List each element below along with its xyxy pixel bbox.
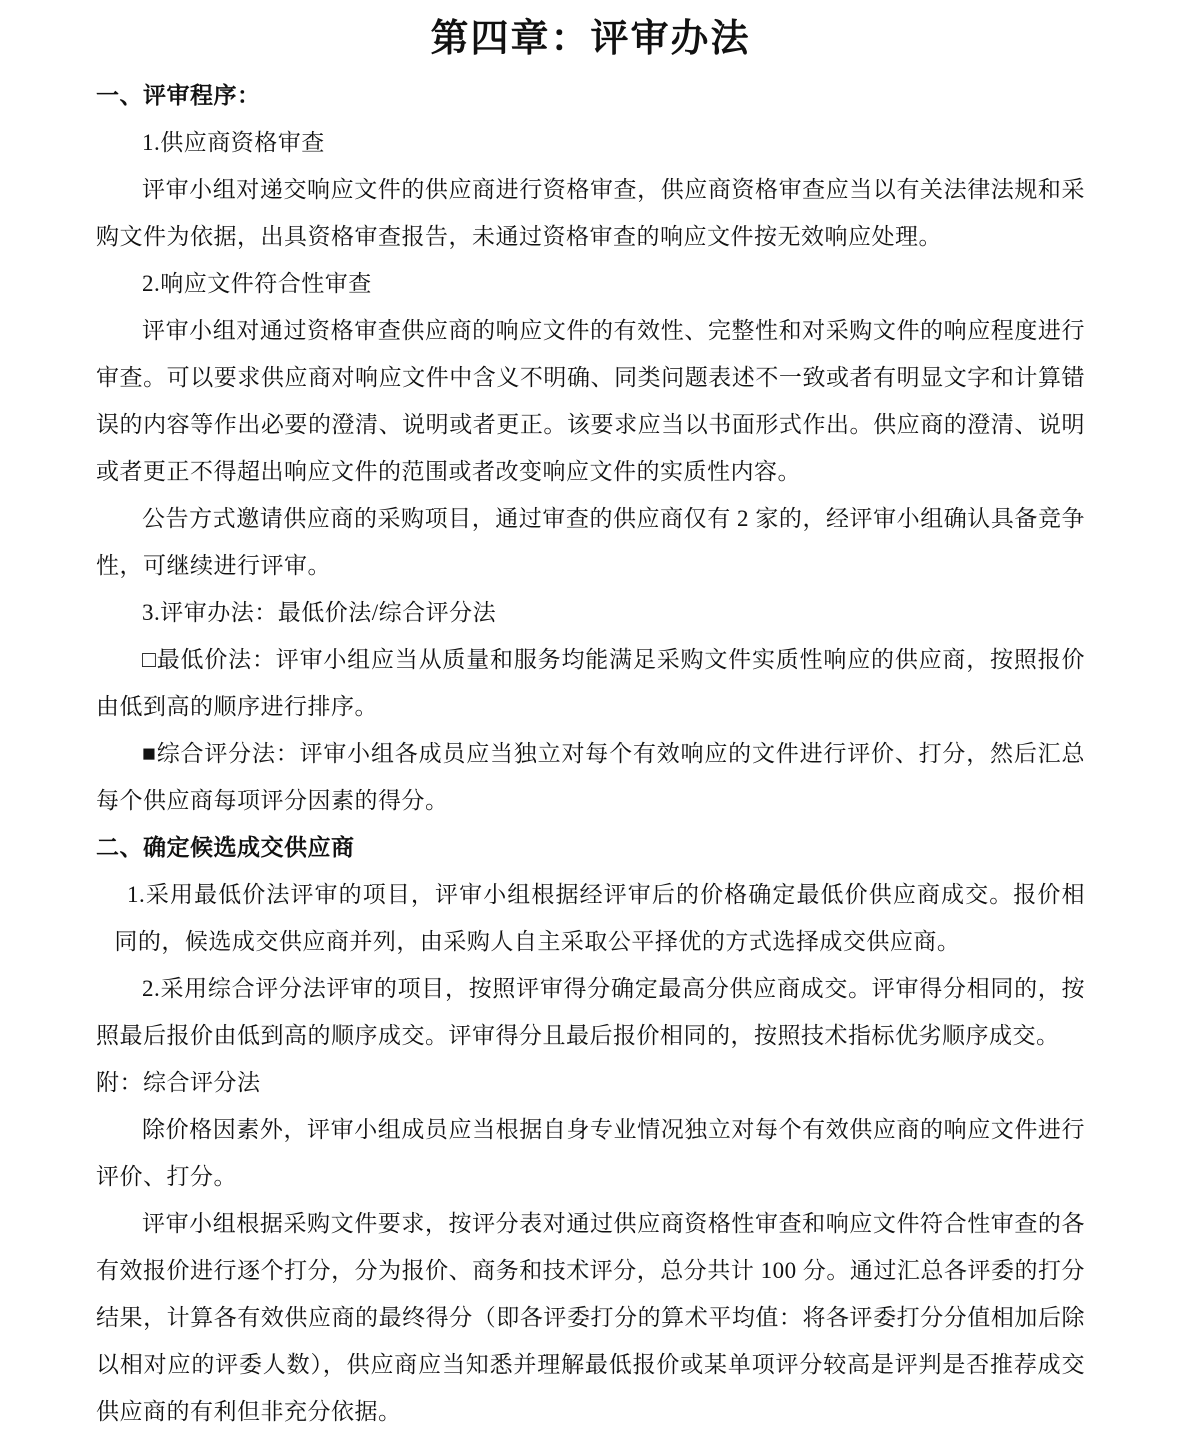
- section-heading: 一、评审程序：: [96, 83, 261, 108]
- section-heading: 二、确定候选成交供应商: [96, 835, 355, 860]
- paragraph: 评审小组根据采购文件要求，按评分表对通过供应商资格性审查和响应文件符合性审查的各有效报价进行逐个打分，分为报价、商务和技术评分，总分共计 100 分。通过汇总各评委的打分结果，计算各有效供应商的最终得分（即各评委打分的算术平均值：将各评委打分分值相加后除以相对应的评委人数），供应商应当知悉并理解最低报价或某单项评分较高是评判是否推荐成交供应商的有利但非充分依据。: [96, 1211, 1085, 1424]
- paragraph: ■综合评分法：评审小组各成员应当独立对每个有效响应的文件进行评价、打分，然后汇总每个供应商每项评分因素的得分。: [96, 741, 1085, 813]
- paragraph: 2.采用综合评分法评审的项目，按照评审得分确定最高分供应商成交。评审得分相同的，按照最后报价由低到高的顺序成交。评审得分且最后报价相同的，按照技术指标优劣顺序成交。: [96, 976, 1085, 1048]
- paragraph: 除价格因素外，评审小组成员应当根据自身专业情况独立对每个有效供应商的响应文件进行评价、打分。: [96, 1117, 1085, 1189]
- paragraph: □最低价法：评审小组应当从质量和服务均能满足采购文件实质性响应的供应商，按照报价由低到高的顺序进行排序。: [96, 647, 1085, 719]
- page-title: 第四章：评审办法: [430, 18, 751, 60]
- numbered-item: 2.响应文件符合性审查: [142, 271, 372, 296]
- attachment-label: 附：综合评分法: [96, 1070, 261, 1095]
- document-body: [96, 72, 1085, 1435]
- numbered-item: 3.评审办法：最低价法/综合评分法: [142, 600, 497, 625]
- numbered-item: 1.供应商资格审查: [142, 130, 325, 155]
- paragraph: 评审小组对通过资格审查供应商的响应文件的有效性、完整性和对采购文件的响应程度进行审查。可以要求供应商对响应文件中含义不明确、同类问题表述不一致或者有明显文字和计算错误的内容等作出必要的澄清、说明或者更正。该要求应当以书面形式作出。供应商的澄清、说明或者更正不得超出响应文件的范围或者改变响应文件的实质性内容。: [96, 318, 1085, 484]
- paragraph: 公告方式邀请供应商的采购项目，通过审查的供应商仅有 2 家的，经评审小组确认具备竞争性，可继续进行评审。: [96, 506, 1085, 578]
- paragraph: 1.采用最低价法评审的项目，评审小组根据经评审后的价格确定最低价供应商成交。报价相同的，候选成交供应商并列，由采购人自主采取公平择优的方式选择成交供应商。: [114, 882, 1085, 954]
- paragraph: 评审小组对递交响应文件的供应商进行资格审查，供应商资格审查应当以有关法律法规和采购文件为依据，出具资格审查报告，未通过资格审查的响应文件按无效响应处理。: [96, 177, 1085, 249]
